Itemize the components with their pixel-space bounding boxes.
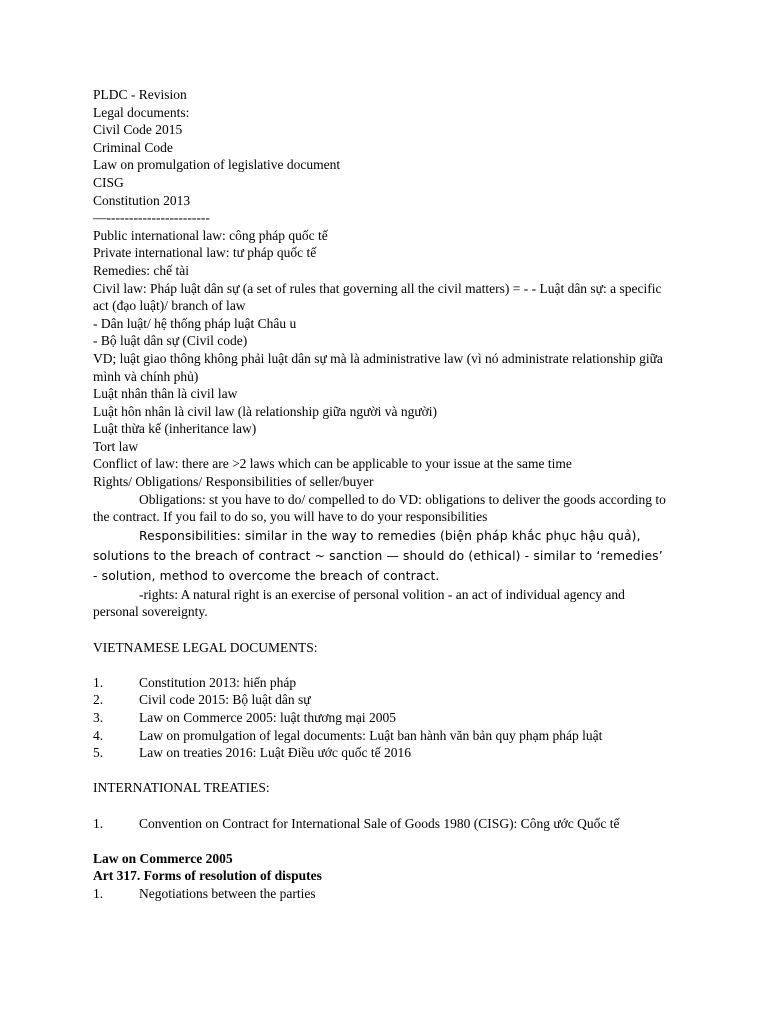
text-paragraph: VD; luật giao thông không phải luật dân sự mà là administrative law (vì nó administrate relationship giữa mình và chính phủ)	[93, 350, 663, 384]
list-number: 4.	[93, 727, 104, 743]
obligations-paragraph: Obligations: st you have to do/ compelled to do VD: obligations to deliver the goods according to the contract. If you fail to do so, you will have to do your responsibilities	[93, 491, 666, 525]
list-item	[93, 727, 671, 745]
text-paragraph: Civil law: Pháp luật dân sự (a set of rules that governing all the civil matters) = - - Luật dân sự: a specific act (đạo luật)/ branch of law	[93, 280, 662, 314]
separator-line: —-----------------------	[93, 210, 210, 226]
responsibilities-paragraph: Responsibilities: similar in the way to remedies (biện pháp khắc phục hậu quả), solutions to the breach of contract ~ sanction — should do (ethical) - similar to ‘remedies’ - solution, method to overcome the breach of contract.	[93, 528, 663, 583]
text-line: Private international law: tư pháp quốc tế	[93, 245, 317, 261]
rights-paragraph: -rights: A natural right is an exercise of personal volition - an act of individual agency and personal sovereignty.	[93, 586, 625, 620]
list-number: 3.	[93, 710, 104, 725]
text-line: Conflict of law: there are >2 laws which can be applicable to your issue at the same time	[93, 456, 572, 472]
text-line: Luật nhân thân là civil law	[93, 386, 238, 402]
text-line: CISG	[93, 174, 124, 190]
law-title: Law on Commerce 2005	[93, 850, 233, 866]
text-line: Constitution 2013	[93, 192, 191, 208]
text-line: Luật thừa kế (inheritance law)	[93, 421, 257, 437]
list-item	[93, 709, 671, 727]
list-number: 1.	[93, 815, 104, 831]
text-line: Tort law	[93, 438, 139, 454]
list-number: 1.	[93, 885, 104, 901]
text-line: Civil Code 2015	[93, 122, 183, 138]
list-number: 2.	[93, 692, 104, 708]
text-line: Legal documents:	[93, 104, 190, 120]
text-line: - Dân luật/ hệ thống pháp luật Châu u	[93, 315, 297, 331]
text-line: - Bộ luật dân sự (Civil code)	[93, 333, 248, 349]
article-heading: Art 317. Forms of resolution of disputes	[93, 868, 322, 884]
list-item	[93, 885, 671, 903]
list-item	[93, 674, 671, 692]
list-item	[93, 691, 671, 709]
list-text: Negotiations between the parties	[139, 885, 316, 901]
list-number: 5.	[93, 745, 104, 761]
list-text: Civil code 2015: Bộ luật dân sự	[139, 692, 311, 708]
list-item	[93, 815, 671, 833]
doc-title: PLDC - Revision	[93, 87, 187, 102]
text-line: Criminal Code	[93, 139, 173, 155]
blank-line	[93, 797, 671, 815]
section-heading: INTERNATIONAL TREATIES:	[93, 780, 270, 796]
list-text: Constitution 2013: hiến pháp	[139, 674, 297, 690]
text-line: Public international law: công pháp quốc tế	[93, 227, 328, 243]
blank-line	[93, 762, 671, 780]
list-number: 1.	[93, 674, 104, 690]
text-line: Luật hôn nhân là civil law (là relationship giữa người và người)	[93, 403, 438, 419]
section-heading: VIETNAMESE LEGAL DOCUMENTS:	[93, 639, 318, 655]
blank-line	[93, 621, 671, 639]
list-text: Law on Commerce 2005: luật thương mại 2005	[139, 710, 397, 725]
list-item	[93, 744, 671, 762]
document-body	[93, 86, 671, 903]
list-text: Law on promulgation of legal documents: Luật ban hành văn bản quy phạm pháp luật	[139, 727, 603, 743]
blank-line	[93, 832, 671, 850]
list-text: Convention on Contract for International Sale of Goods 1980 (CISG): Công ước Quốc tế	[139, 815, 620, 831]
blank-line	[93, 656, 671, 674]
text-line: Law on promulgation of legislative document	[93, 157, 341, 173]
text-line: Rights/ Obligations/ Responsibilities of seller/buyer	[93, 474, 374, 490]
text-line: Remedies: chế tài	[93, 262, 189, 278]
list-text: Law on treaties 2016: Luật Điều ước quốc tế 2016	[139, 745, 412, 761]
